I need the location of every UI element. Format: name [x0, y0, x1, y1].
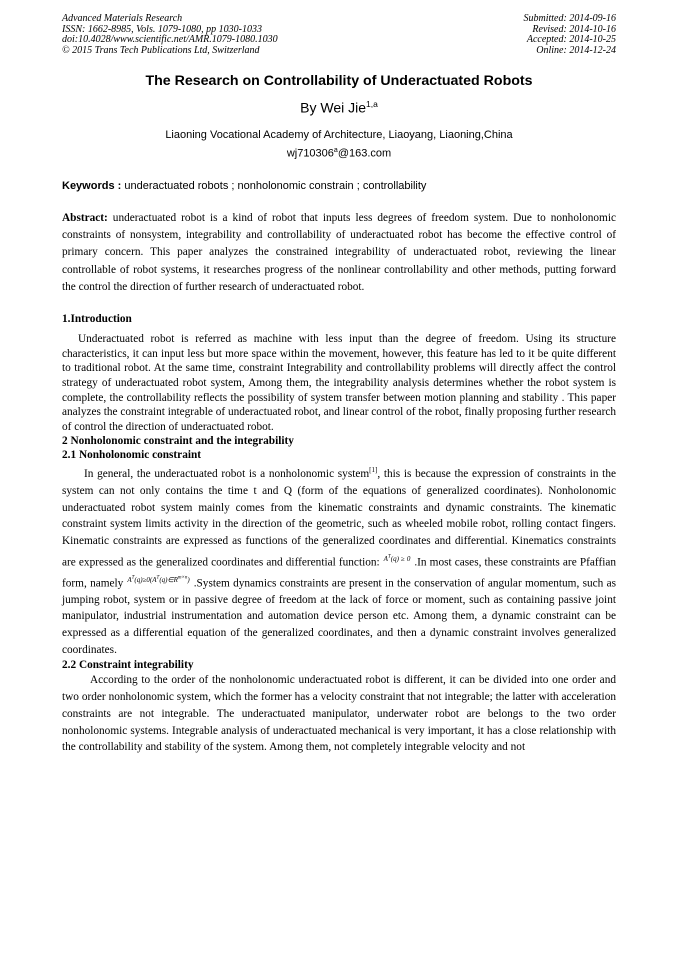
paper-title: The Research on Controllability of Underactuated Robots [145, 73, 533, 90]
email-domain: @163.com [337, 147, 392, 160]
publication-dates [524, 14, 617, 56]
section-2-2-heading: 2.2 Constraint integrability [62, 659, 194, 672]
section-1-paragraph: Underactuated robot is referred as machine with less input than the degree of freedom. Using its structure characteristics, it can input less but more space within the movement, however, this feature has led to it be quite different to traditional robot. At the same time, constraint Integrability and controllability problems will directly affect the control strategy of underactuated robot system, Among them, the integrability analysis determines whether the robot system is complete, the controllability reflects the possibility of system transfer between motion planning and stability . This paper analyzes the constraint integrable of underactuated robot, and linear control of the robot, finally proposing further research of control the direction of underactuated robot. [62, 333, 616, 433]
journal-header [62, 14, 616, 56]
s21-text-a: In general, the underactuated robot is a nonholonomic system [84, 468, 370, 481]
revised-date: Revised: 2014-10-16 [532, 23, 616, 35]
author-line [62, 99, 616, 116]
s21-text-d: .System dynamics constraints are present in the conservation of angular momentum, such as jumping robot, system or in passive degree of freedom at the lack of force or moment, such as containing passive joint manipulator, industrial instrumentation and automation device person etc. Among them, a dynamic constraint can be expressed as a differential equation of the generalized coordinates, and then a dynamic constraint involves generalized coordinates. [62, 576, 616, 656]
email-mark: a [333, 147, 338, 155]
abstract-text: underactuated robot is a kind of robot that inputs less degrees of freedom system. Due to nonholonomic constraints of nonsystem, integrability and controllability of underactuated robot has become the effective control of primary concern. This paper analyzes the constrained integrability of underactuated robot, reviewing the linear controllable of robot systems, it researches progress of the nonlinear controllability and other methods, putting forward the control the direction of further research of underactuated robot. [62, 211, 616, 293]
journal-name: Advanced Materials Research [62, 13, 183, 24]
journal-info [62, 14, 278, 56]
online-date: Online: 2014-12-24 [536, 44, 616, 56]
affiliation: Liaoning Vocational Academy of Architecture, Liaoyang, Liaoning,China [165, 129, 513, 142]
doi-line: doi:10.4028/www.scientific.net/AMR.1079-1080.1030 [62, 34, 278, 46]
s21-text-c: .In most cases, these constraints are Pfaffian form, namely [62, 555, 617, 589]
issn-line: ISSN: 1662-8985, Vols. 1079-1080, pp 1030-1033 [62, 23, 262, 35]
copyright-line: © 2015 Trans Tech Publications Ltd, Switzerland [62, 44, 260, 56]
email [62, 143, 616, 162]
abstract-label: Abstract: [62, 211, 108, 224]
kinematic-constraint-formula: AT(q) ≥ 0 [383, 554, 411, 563]
submitted-date: Submitted: 2014-09-16 [523, 13, 616, 24]
author-name: By Wei Jie [300, 100, 367, 117]
section-1-heading: 1.Introduction [62, 313, 132, 326]
section-2-1-heading: 2.1 Nonholonomic constraint [62, 449, 202, 462]
citation-1: [1] [369, 466, 378, 475]
email-user: wj710306 [286, 147, 334, 160]
section-2-heading: 2 Nonholonomic constraint and the integrability [62, 435, 294, 448]
pfaffian-form-formula: AT(q)≥0(AT(q)∈Rm×n) [127, 575, 190, 584]
affiliation-block [62, 127, 616, 162]
s21-text-b: , this is because the expression of constraints in the system can not only contains the time t and Q (form of the equations of generalized coordinates). Nonholonomic underactuated robot system mainly comes from the kinematic constraints and dynamic constraints. The kinematic constraint system limits activity in the direction of the geometric, such as wheeled mobile robot, rolling contact fingers. Kinematic constraints are expressed as functions of the generalized coordinates and differential. Kinematics constraints are expressed as the generalized coordinates and differential function: [62, 468, 616, 568]
accepted-date: Accepted: 2014-10-25 [526, 34, 616, 46]
keywords-text: underactuated robots ; nonholonomic constrain ; controllability [121, 179, 427, 192]
keywords-label: Keywords : [62, 179, 122, 192]
abstract [62, 210, 616, 296]
keywords [62, 180, 616, 192]
section-2-1-paragraph [62, 462, 616, 658]
author-affiliation-mark: 1,a [366, 99, 378, 110]
section-2-2-paragraph: According to the order of the nonholonomic underactuated robot is different, it can be divided into one order and two order nonholonomic system, which the former has a velocity constraint that not integrable; the latter with acceleration constraints are not integrable. The underactuated manipulator, underwater robot are belongs to the two order nonholonomic systems. Integrable analysis of underactuated mechanical is very important, it has a close relationship with the controllability and stability of the system. Among them, not completely integrable velocity and not [62, 674, 616, 754]
